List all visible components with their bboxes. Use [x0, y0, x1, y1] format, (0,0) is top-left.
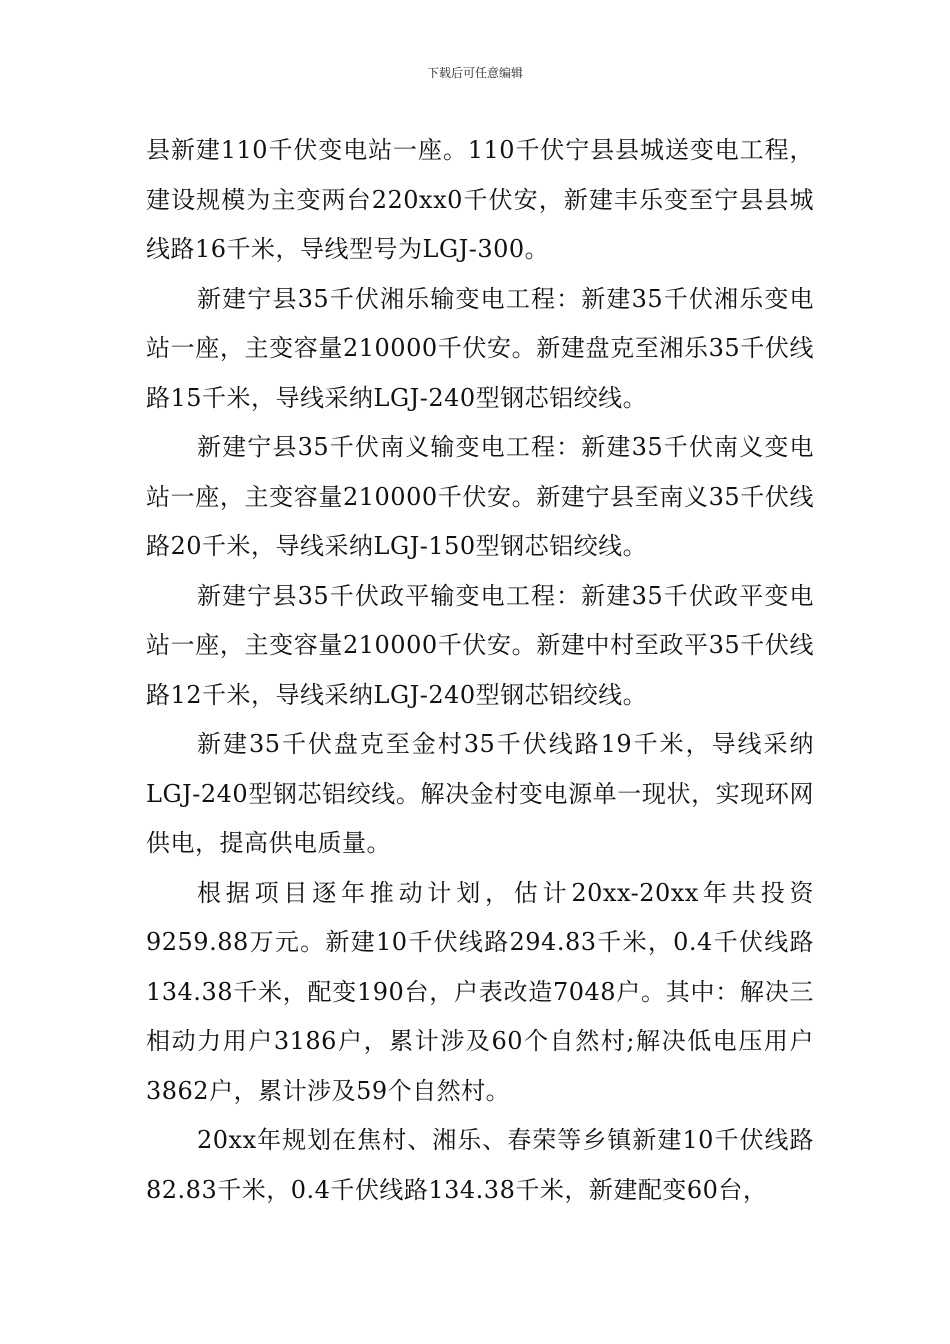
paragraph: 根据项目逐年推动计划，估计20xx-20xx年共投资9259.88万元。新建10千伏线路294.83千米，0.4千伏线路134.38千米，配变190台，户表改造7048户。其中：解决三相动力用户3186户，累计涉及60个自然村;解决低电压用户3862户，累计涉及59个自然村。 — [146, 878, 814, 1105]
paragraph: 20xx年规划在焦村、湘乐、春荣等乡镇新建10千伏线路82.83千米，0.4千伏线路134.38千米，新建配变60台， — [146, 1126, 814, 1204]
paragraph: 新建宁县35千伏政平输变电工程：新建35千伏政平变电站一座，主变容量210000千伏安。新建中村至政平35千伏线路12千米，导线采纳LGJ-240型钢芯铝绞线。 — [146, 581, 814, 709]
paragraph: 县新建110千伏变电站一座。110千伏宁县县城送变电工程，建设规模为主变两台220xx0千伏安，新建丰乐变至宁县县城线路16千米，导线型号为LGJ-300。 — [146, 136, 814, 263]
document-body — [146, 126, 814, 1215]
header-note: 下载后可任意编辑 — [426, 66, 523, 80]
paragraph: 新建宁县35千伏南义输变电工程：新建35千伏南义变电站一座，主变容量210000千伏安。新建宁县至南义35千伏线路20千米，导线采纳LGJ-150型钢芯铝绞线。 — [146, 433, 814, 560]
paragraph: 新建宁县35千伏湘乐输变电工程：新建35千伏湘乐变电站一座，主变容量210000千伏安。新建盘克至湘乐35千伏线路15千米，导线采纳LGJ-240型钢芯铝绞线。 — [146, 284, 814, 412]
paragraph: 新建35千伏盘克至金村35千伏线路19千米，导线采纳LGJ-240型钢芯铝绞线。解决金村变电源单一现状，实现环网供电，提高供电质量。 — [146, 730, 814, 857]
